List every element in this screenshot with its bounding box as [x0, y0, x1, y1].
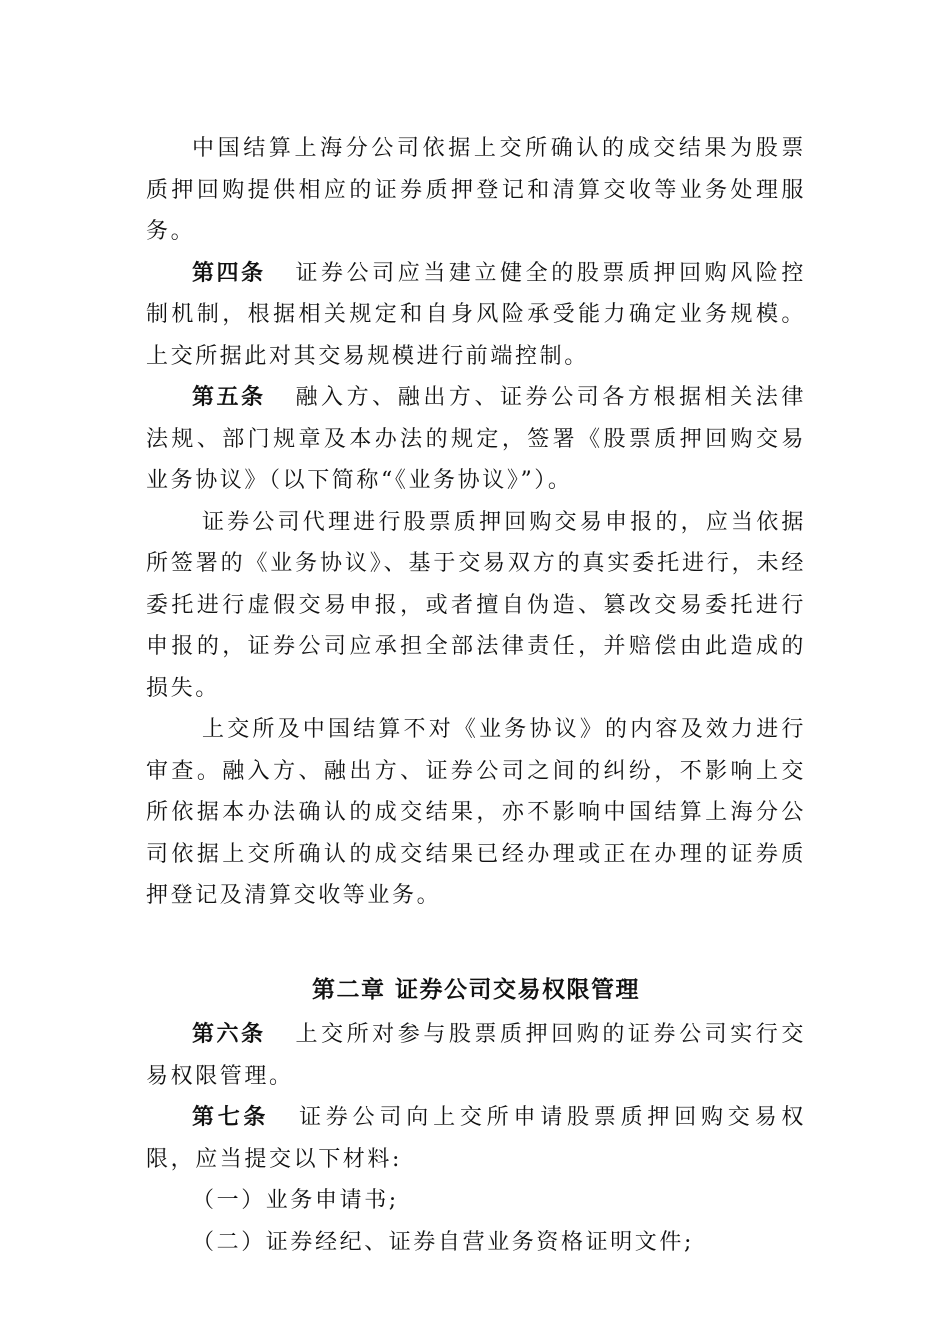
document-body	[146, 128, 806, 1263]
article-5-label: 第五条	[192, 384, 266, 410]
article-6	[146, 1014, 806, 1097]
paragraph-settlement-service	[146, 128, 806, 253]
chapter-spacer	[146, 917, 806, 969]
paragraph-text: 证券公司代理进行股票质押回购交易申报的，应当依据所签署的《业务协议》、基于交易双方的真实委托进行，未经委托进行虚假交易申报，或者擅自伪造、篡改交易委托进行申报的，证券公司应承担全部法律责任，并赔偿由此造成的损失。	[146, 509, 806, 701]
paragraph-broker-liability	[146, 502, 806, 710]
article-7	[146, 1097, 806, 1180]
article-6-text: 上交所对参与股票质押回购的证券公司实行交易权限管理。	[146, 1022, 806, 1089]
article-4	[146, 253, 806, 378]
list-item: （一）业务申请书;	[192, 1188, 399, 1213]
article-6-label: 第六条	[192, 1021, 266, 1047]
paragraph-text: 上交所及中国结算不对《业务协议》的内容及效力进行审查。融入方、融出方、证券公司之间的纠纷，不影响上交所依据本办法确认的成交结果，亦不影响中国结算上海分公司依据上交所确认的成交结果已经办理或正在办理的证券质押登记及清算交收等业务。	[146, 717, 806, 908]
article-4-label: 第四条	[192, 259, 266, 286]
paragraph-text: 中国结算上海分公司依据上交所确认的成交结果为股票质押回购提供相应的证券质押登记和清算交收等业务处理服务。	[146, 136, 806, 244]
list-item: （二）证券经纪、证券自营业务资格证明文件;	[192, 1229, 695, 1255]
article-5-text: 融入方、融出方、证券公司各方根据相关法律法规、部门规章及本办法的规定，签署《股票质押回购交易业务协议》（以下简称“《业务协议》”）。	[146, 385, 806, 493]
article-5	[146, 377, 806, 502]
article-7-label: 第七条	[192, 1104, 270, 1130]
paragraph-agreement-review	[146, 709, 806, 917]
article-4-text: 证券公司应当建立健全的股票质押回购风险控制机制，根据相关规定和自身风险承受能力确定业务规模。上交所据此对其交易规模进行前端控制。	[146, 260, 806, 369]
chapter-title: 第二章 证券公司交易权限管理	[311, 975, 640, 1003]
article-7-text: 证券公司向上交所申请股票质押回购交易权限，应当提交以下材料:	[146, 1105, 806, 1172]
